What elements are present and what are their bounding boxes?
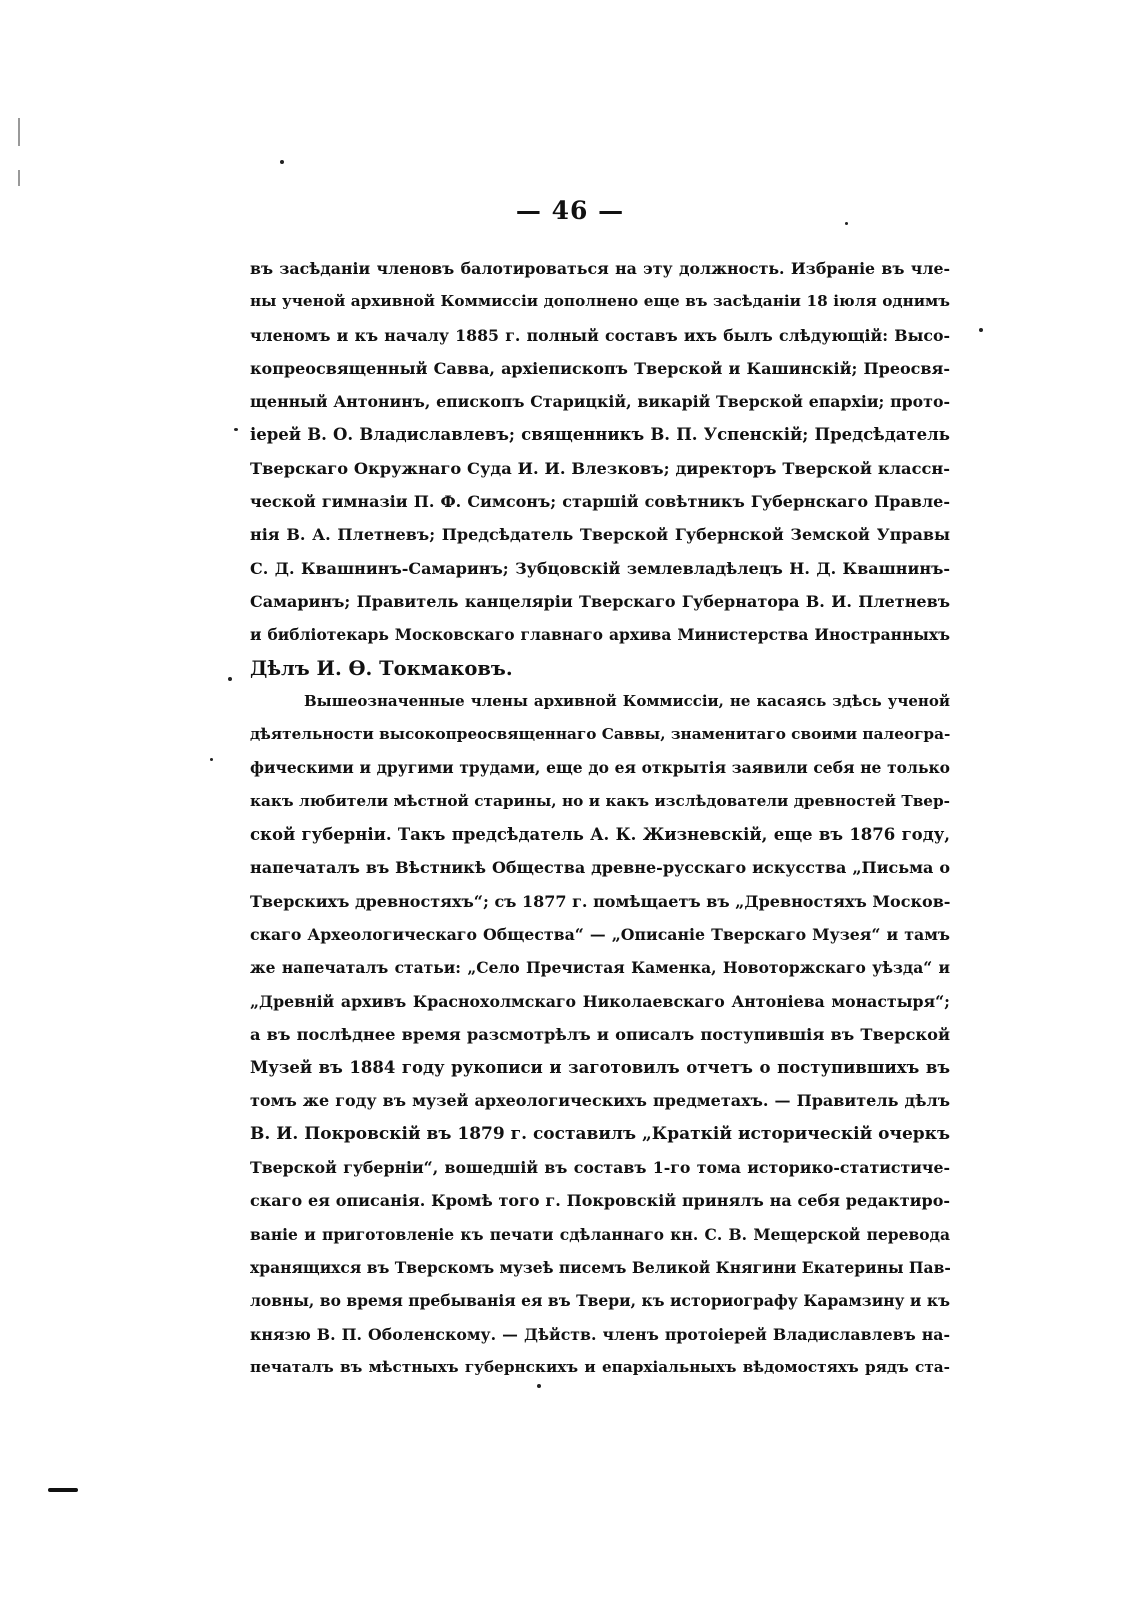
text-line: напечаталъ въ Вѣстникѣ Общества древне-русскаго искусства „Письма о: [250, 858, 950, 878]
text-line: членомъ и къ началу 1885 г. полный составъ ихъ былъ слѣдующій: Высо-: [250, 325, 950, 345]
text-line: и библіотекарь Московскаго главнаго архива Министерства Иностранныхъ: [250, 625, 950, 645]
text-line: С. Д. Квашнинъ-Самаринъ; Зубцовскій землевладѣлецъ Н. Д. Квашнинъ-: [250, 558, 950, 578]
text-line: же напечаталъ статьи: „Село Пречистая Каменка, Новоторжскаго уѣзда“ и: [250, 958, 950, 978]
page-speck: [234, 428, 238, 431]
text-line: ческой гимназіи П. Ф. Симсонъ; старшій совѣтникъ Губернскаго Правле-: [250, 492, 950, 512]
text-line: Тверской губерніи“, вошедшій въ составъ 1-го тома историко-статистиче-: [250, 1158, 950, 1178]
text-line: Самаринъ; Правитель канцеляріи Тверскаго Губернатора В. И. Плетневъ: [250, 591, 950, 611]
text-line: щенный Антонинъ, епископъ Старицкій, викарій Тверской епархіи; прото-: [250, 392, 950, 412]
text-line: скаго Археологическаго Общества“ — „Описаніе Тверскаго Музея“ и тамъ: [250, 924, 950, 944]
text-line: фическими и другими трудами, еще до ея открытія заявили себя не только: [250, 758, 950, 778]
paragraph-first-line: Вышеозначенные члены архивной Коммиссіи, не касаясь здѣсь ученой: [304, 691, 950, 710]
text-line: князю В. П. Оболенскому. — Дѣйств. членъ протоіерей Владиславлевъ на-: [250, 1324, 950, 1344]
page-speck: [228, 677, 232, 681]
text-line: В. И. Покровскій въ 1879 г. составилъ „Краткій историческій очеркъ: [250, 1123, 950, 1144]
text-line: ловны, во время пребыванія ея въ Твери, къ историографу Карамзину и къ: [250, 1291, 950, 1311]
text-line: дѣятельности высокопреосвященнаго Саввы, знаменитаго своими палеогра-: [250, 725, 951, 744]
text-line: а въ послѣднее время разсмотрѣлъ и описалъ поступившія въ Тверской: [250, 1024, 950, 1044]
text-line: скаго ея описанія. Кромѣ того г. Покровскій принялъ на себя редактиро-: [250, 1191, 950, 1211]
left-margin-mark: [18, 170, 20, 186]
text-line: іерей В. О. Владиславлевъ; священникъ В. П. Успенскій; Предсѣдатель: [250, 425, 950, 445]
text-line: Тверскихъ древностяхъ“; съ 1877 г. помѣщаетъ въ „Древностяхъ Москов-: [250, 891, 951, 911]
text-line: нія В. А. Плетневъ; Предсѣдатель Тверской Губернской Земской Управы: [250, 525, 950, 545]
text-line: копреосвященный Савва, архіепископъ Тверской и Кашинскій; Преосвя-: [250, 358, 950, 378]
margin-dash-mark: [48, 1488, 78, 1492]
body-text: [250, 252, 950, 1384]
text-line: ской губерніи. Такъ предсѣдатель А. К. Жизневскій, еще въ 1876 году,: [250, 825, 950, 845]
left-margin-mark: [18, 118, 20, 146]
text-line: Музей въ 1884 году рукописи и заготовилъ отчетъ о поступившихъ въ: [250, 1058, 950, 1078]
text-line: хранящихся въ Тверскомъ музеѣ писемъ Великой Княгини Екатерины Пав-: [250, 1257, 951, 1277]
page-number: — 46 —: [515, 196, 625, 225]
text-line: „Древній архивъ Краснохолмскаго Николаевскаго Антоніева монастыря“;: [250, 991, 950, 1011]
text-line: томъ же году въ музей археологическихъ предметахъ. — Правитель дѣлъ: [250, 1091, 950, 1111]
text-line: печаталъ въ мѣстныхъ губернскихъ и епархіальныхъ вѣдомостяхъ рядъ ста-: [250, 1357, 950, 1376]
text-line: въ засѣданіи членовъ балотироваться на эту должность. Избраніе въ чле-: [250, 259, 950, 278]
text-line: Тверскаго Окружнаго Суда И. И. Влезковъ; директоръ Тверской классн-: [250, 458, 950, 478]
paragraph-end-line: Дѣлъ И. Ѳ. Токмаковъ.: [250, 656, 513, 680]
text-line: ваніе и приготовленіе къ печати сдѣланнаго кн. С. В. Мещерской перевода: [250, 1224, 950, 1244]
text-line: ны ученой архивной Коммиссіи дополнено еще въ засѣданіи 18 іюля однимъ: [250, 292, 950, 311]
page-speck: [979, 328, 983, 332]
page-speck: [210, 758, 213, 761]
text-line: какъ любители мѣстной старины, но и какъ изслѣдователи древностей Твер-: [250, 791, 950, 810]
page-speck: [537, 1384, 541, 1388]
page-speck: [280, 160, 284, 164]
